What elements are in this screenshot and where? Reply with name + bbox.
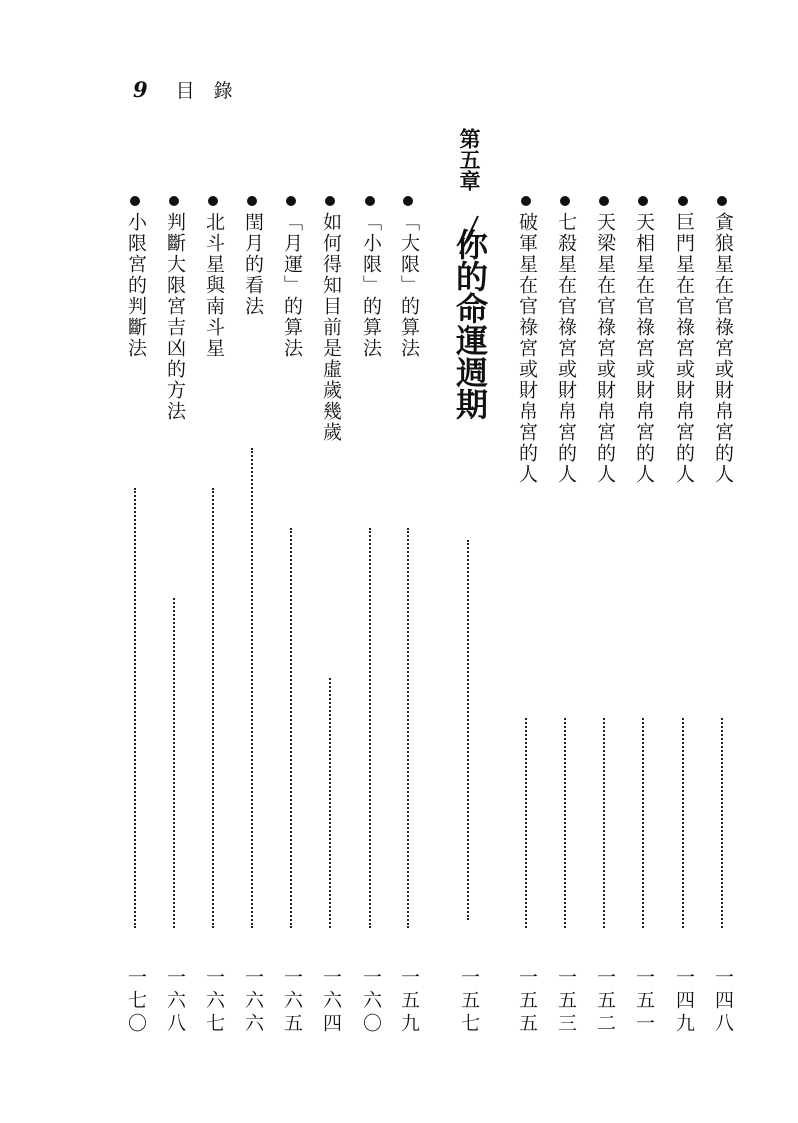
entry-page-number: 一七〇	[125, 967, 147, 1036]
entry-title: 「大限」的算法	[398, 212, 420, 359]
page-title: 目 錄	[175, 79, 233, 102]
entry-page-number: 一六六	[242, 967, 264, 1036]
entry-page-number: 一五三	[555, 967, 577, 1036]
entry-title: 如何得知目前是虛歲幾歲	[320, 212, 342, 443]
bullet-icon	[678, 196, 688, 206]
bullet-icon	[208, 196, 218, 206]
bullet-icon	[169, 196, 179, 206]
entry-page-number: 一六七	[203, 967, 225, 1036]
entry-page-number: 一六四	[320, 967, 342, 1036]
entry-page-number: 一六〇	[360, 967, 382, 1036]
entry-title: 小限宮的判斷法	[125, 212, 147, 359]
dot-leader	[467, 540, 469, 920]
toc-entry	[673, 196, 699, 1036]
dot-leader	[329, 678, 333, 928]
chapter-label: 第五章	[457, 128, 481, 191]
entry-page-number: 一四九	[673, 967, 695, 1036]
bullet-icon	[599, 196, 609, 206]
bullet-icon	[130, 196, 140, 206]
entry-page-number: 一六八	[164, 967, 186, 1036]
toc-entry	[281, 196, 307, 1036]
entry-page-number: 一四八	[712, 967, 734, 1036]
bullet-icon	[638, 196, 648, 206]
dot-leader	[173, 598, 177, 928]
page-header	[133, 74, 233, 104]
entry-title: 北斗星與南斗星	[203, 212, 225, 359]
toc-entry	[594, 196, 620, 1036]
entry-page-number: 一六五	[281, 967, 303, 1036]
bullet-icon	[286, 196, 296, 206]
dot-leader	[642, 718, 646, 928]
toc-entry	[398, 196, 424, 1036]
bullet-icon	[403, 196, 413, 206]
dot-leader	[134, 488, 138, 928]
dot-leader	[407, 528, 411, 928]
entry-title: 閏月的看法	[242, 212, 264, 317]
toc-entry	[203, 196, 229, 1036]
chapter-heading	[452, 128, 488, 1036]
chapter-page-number: 一五七	[458, 967, 480, 1036]
entry-title: 天梁星在官祿宮或財帛宮的人	[594, 212, 616, 485]
dot-leader	[603, 718, 607, 928]
entry-page-number: 一五二	[594, 967, 616, 1036]
bullet-icon	[325, 196, 335, 206]
entry-title: 「小限」的算法	[360, 212, 382, 359]
dot-leader	[721, 718, 725, 928]
bullet-icon	[560, 196, 570, 206]
entry-title: 「月運」的算法	[281, 212, 303, 359]
entry-title: 貪狼星在官祿宮或財帛宮的人	[712, 212, 734, 485]
bullet-icon	[521, 196, 531, 206]
entry-page-number: 一五五	[516, 967, 538, 1036]
toc-entry	[164, 196, 190, 1036]
toc-entry	[633, 196, 659, 1036]
dot-leader	[564, 718, 568, 928]
chapter-title: 你的命運週期	[451, 228, 489, 420]
toc-entry	[555, 196, 581, 1036]
dot-leader	[682, 718, 686, 928]
toc-entry	[516, 196, 542, 1036]
dot-leader	[212, 488, 216, 928]
dot-leader	[290, 528, 294, 928]
toc-entry	[242, 196, 268, 1036]
entry-title: 破軍星在官祿宮或財帛宮的人	[516, 212, 538, 485]
entry-page-number: 一五九	[398, 967, 420, 1036]
entry-title: 七殺星在官祿宮或財帛宮的人	[555, 212, 577, 485]
bullet-icon	[717, 196, 727, 206]
dot-leader	[369, 528, 373, 928]
toc-entry	[360, 196, 386, 1036]
dot-leader	[525, 718, 529, 928]
bullet-icon	[247, 196, 257, 206]
dot-leader	[251, 448, 255, 928]
entry-page-number: 一五一	[633, 967, 655, 1036]
entry-title: 天相星在官祿宮或財帛宮的人	[633, 212, 655, 485]
entry-title: 判斷大限宮吉凶的方法	[164, 212, 186, 422]
toc-entry	[320, 196, 346, 1036]
toc-entry	[125, 196, 151, 1036]
bullet-icon	[365, 196, 375, 206]
entry-title: 巨門星在官祿宮或財帛宮的人	[673, 212, 695, 485]
page-number: 9	[133, 76, 148, 102]
toc-entry	[712, 196, 738, 1036]
